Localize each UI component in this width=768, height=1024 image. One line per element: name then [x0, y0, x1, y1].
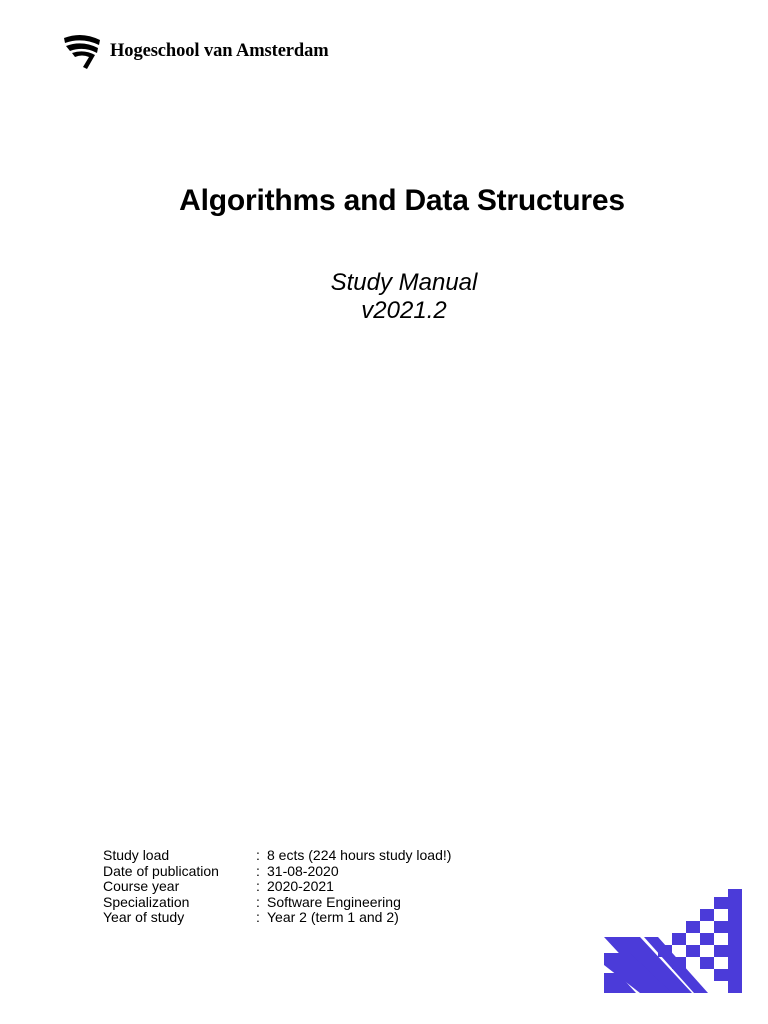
course-details	[103, 848, 451, 926]
details-separator: :	[256, 862, 260, 879]
details-row-year-of-study	[103, 910, 451, 926]
checkered-wave-graphic	[600, 885, 745, 997]
details-row-course-year	[103, 879, 451, 895]
details-label: Date of publication	[103, 862, 219, 879]
details-label: Year of study	[103, 909, 185, 925]
details-value: 31-08-2020	[267, 862, 339, 879]
header-logo	[62, 32, 329, 72]
details-separator: :	[256, 909, 260, 925]
details-row-specialization	[103, 895, 451, 911]
document-subtitle-block	[0, 269, 768, 325]
details-value: Software Engineering	[267, 893, 401, 910]
details-label: Course year	[103, 878, 180, 894]
document-title: Algorithms and Data Structures	[179, 184, 625, 217]
details-separator: :	[256, 878, 260, 894]
details-label: Specialization	[103, 893, 190, 910]
document-version: v2021.2	[361, 297, 447, 324]
details-value: 8 ects (224 hours study load!)	[267, 847, 452, 863]
details-separator: :	[256, 893, 260, 910]
details-row-publication-date	[103, 864, 451, 880]
logo-text: Hogeschool van Amsterdam	[110, 40, 329, 61]
details-separator: :	[256, 847, 260, 863]
details-label: Study load	[103, 847, 170, 863]
document-subtitle: Study Manual	[330, 269, 478, 296]
details-value: 2020-2021	[267, 878, 334, 894]
hva-logo-icon	[62, 33, 102, 71]
details-row-study-load	[103, 848, 451, 864]
details-value: Year 2 (term 1 and 2)	[267, 909, 399, 925]
